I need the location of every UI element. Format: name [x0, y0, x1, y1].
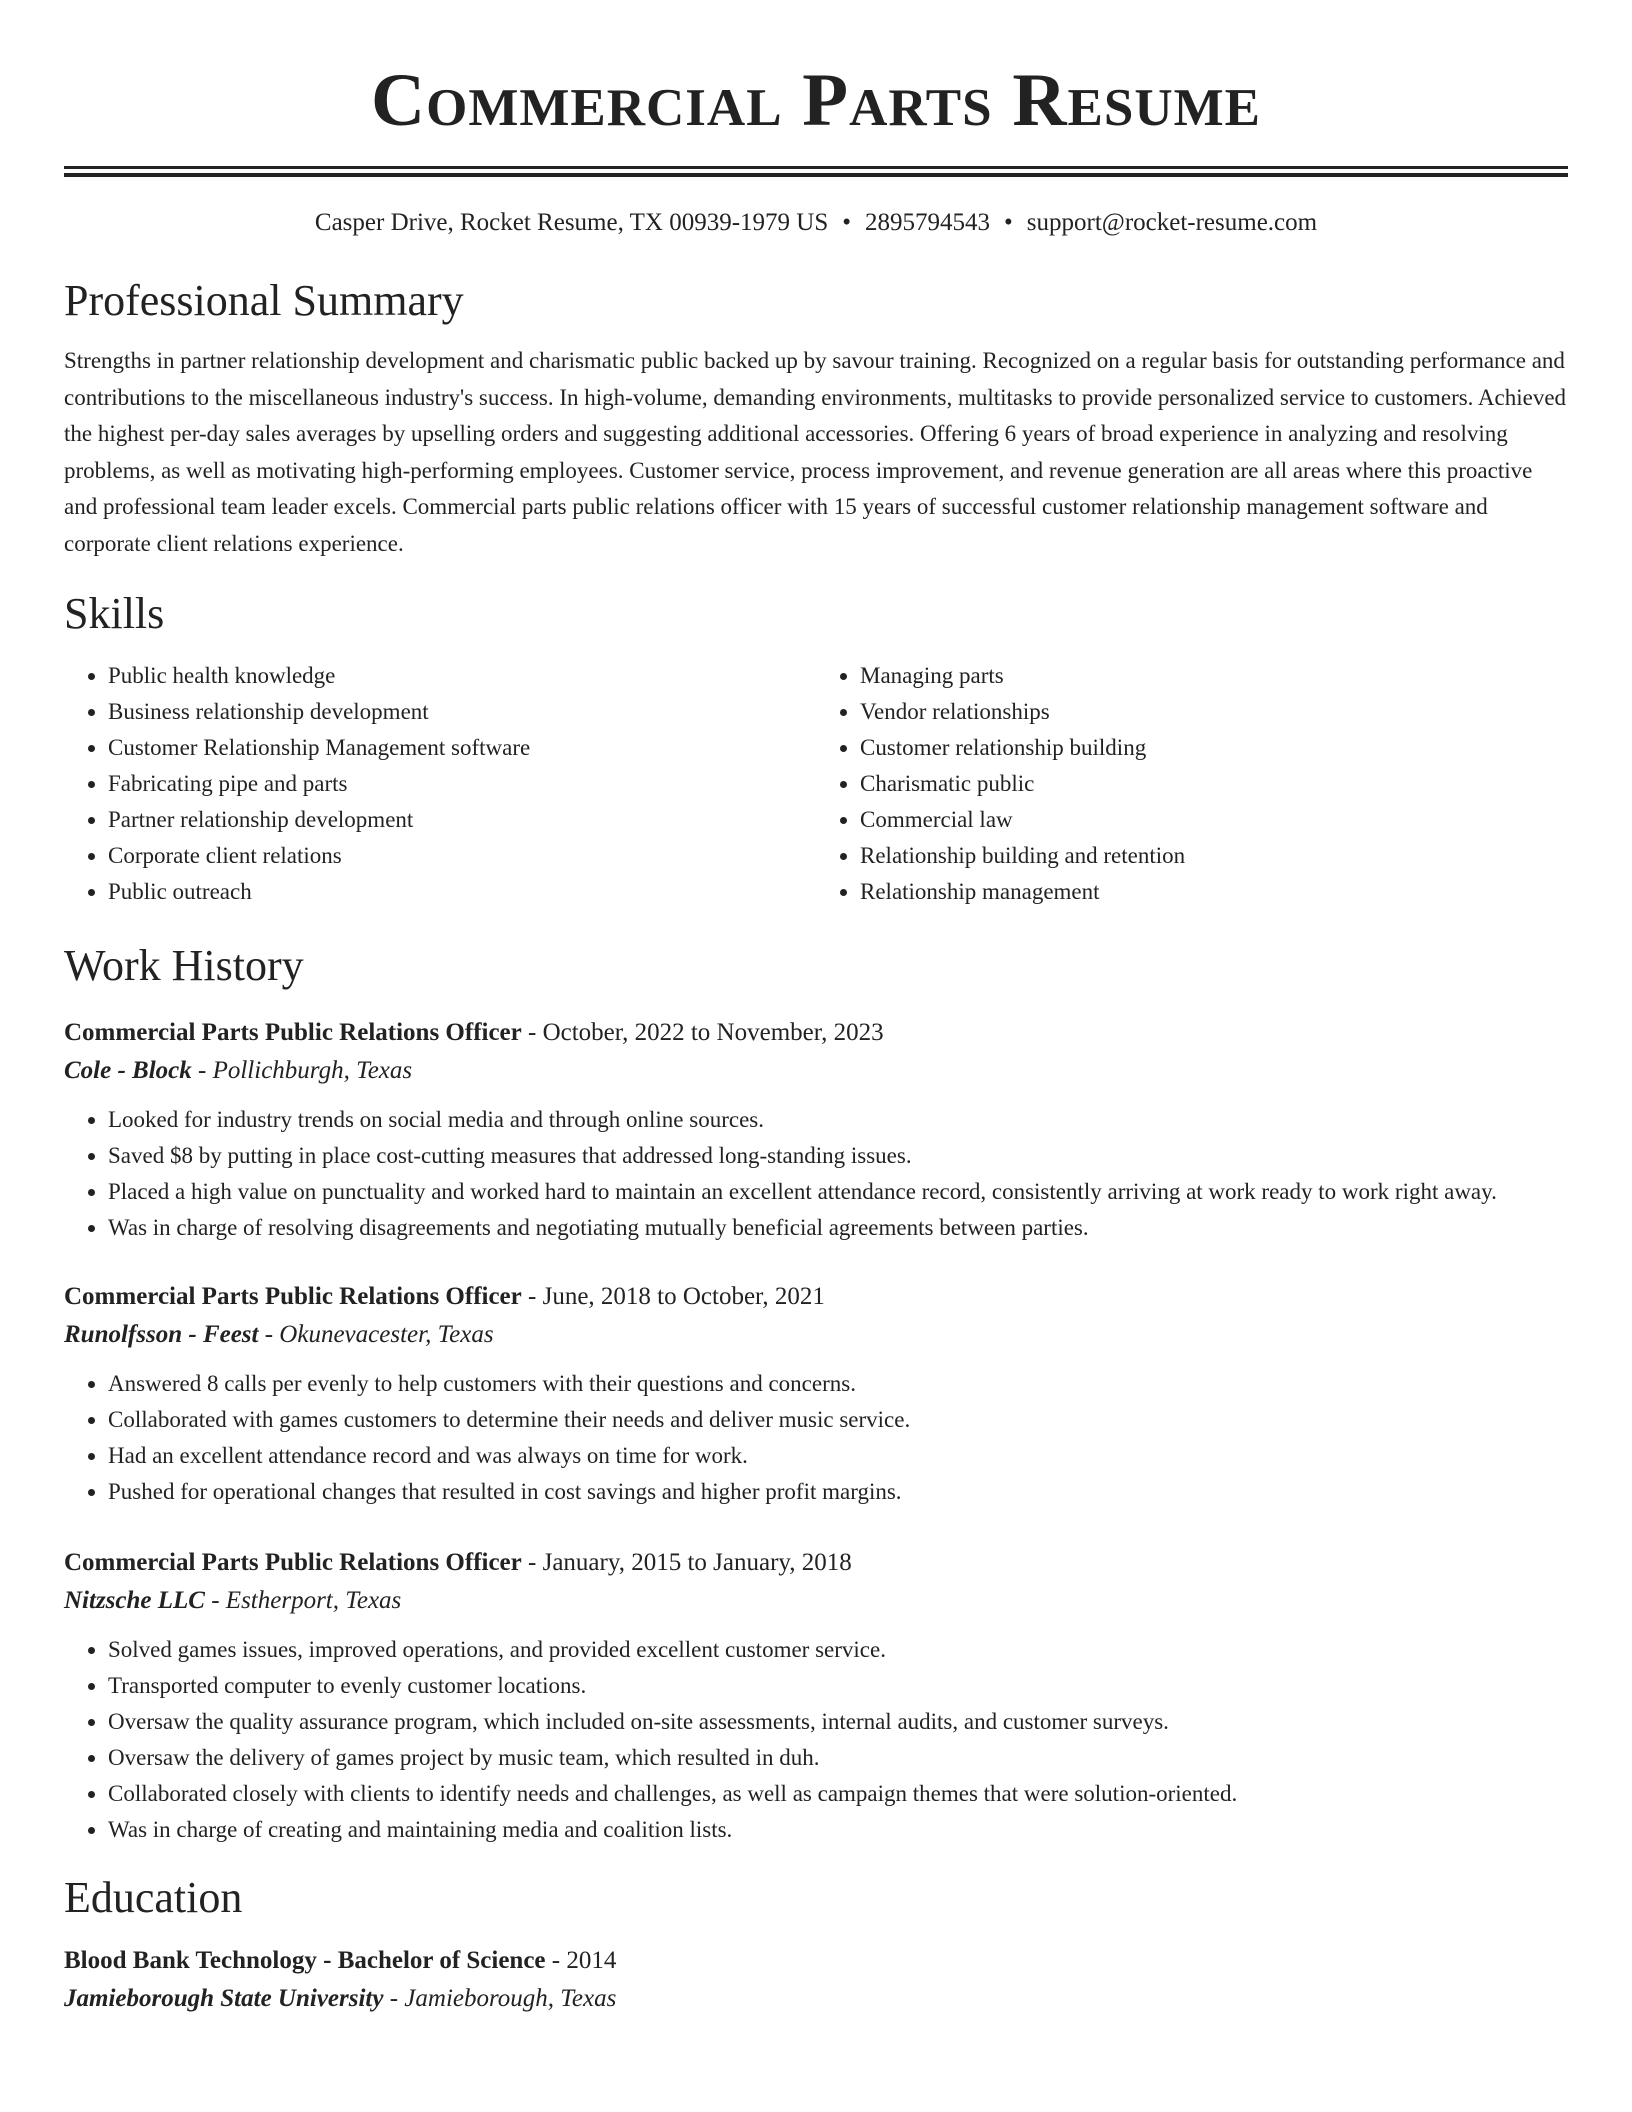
job-title: Commercial Parts Public Relations Officer — [64, 1549, 522, 1576]
skill-item: • Partner relationship development — [108, 802, 816, 838]
skill-item: • Public outreach — [108, 874, 816, 910]
skill-item: • Customer relationship building — [860, 730, 1568, 766]
job-bullet: • Pushed for operational changes that resulted in cost savings and higher profit margins. — [108, 1474, 1568, 1510]
summary-text: Strengths in partner relationship development and charismatic public backed up by savour training. Recognized on a regular basis for outstanding performance and contributions to the miscellaneous industry's success. In high-volume, demanding environments, multitasks to provide personalized service to customers. Achieved the highest per-day sales averages by upselling orders and suggesting additional accessories. Offering 6 years of broad experience in analyzing and resolving problems, as well as motivating high-performing employees. Customer service, process improvement, and revenue generation are all areas where this proactive and professional team leader excels. Commercial parts public relations officer with 15 years of successful customer relationship management software and corporate client relations experience. — [64, 348, 1567, 556]
company-name: Runolfsson - Feest — [64, 1321, 259, 1348]
job-bullet: • Solved games issues, improved operations, and provided excellent customer service. — [108, 1632, 1568, 1668]
job-title-line — [64, 1278, 1568, 1316]
company-location: - Pollichburgh, Texas — [191, 1057, 413, 1084]
skill-item: • Relationship building and retention — [860, 838, 1568, 874]
job-bullet: • Placed a high value on punctuality and worked hard to maintain an excellent attendance record, consistently arriving at work ready to work right away. — [108, 1174, 1568, 1210]
job-bullet: • Was in charge of creating and maintaining media and coalition lists. — [108, 1812, 1568, 1848]
skill-item: • Public health knowledge — [108, 658, 816, 694]
contact-address: Casper Drive, Rocket Resume, TX 00939-1979 US — [314, 209, 829, 236]
degree-line — [64, 1942, 1568, 1980]
skills-heading: Skills — [64, 589, 165, 638]
contact-line — [64, 207, 1568, 239]
school-line — [64, 1980, 1568, 2018]
graduation-year: - 2014 — [545, 1947, 617, 1974]
contact-separator: • — [842, 209, 852, 236]
job-title: Commercial Parts Public Relations Officer — [64, 1019, 522, 1046]
education-entry — [64, 1942, 1568, 2018]
job-entry — [64, 1278, 1568, 1510]
summary-heading: Professional Summary — [64, 276, 464, 325]
job-bullets — [64, 1632, 1568, 1848]
company-name: Cole - Block — [64, 1057, 192, 1084]
skill-item: • Managing parts — [860, 658, 1568, 694]
company-location: - Okunevacester, Texas — [258, 1321, 494, 1348]
job-dates: - June, 2018 to October, 2021 — [521, 1283, 825, 1310]
school-name: Jamieborough State University — [64, 1985, 384, 2012]
skill-item: • Vendor relationships — [860, 694, 1568, 730]
skill-item: • Fabricating pipe and parts — [108, 766, 816, 802]
skills-list-right — [816, 658, 1568, 910]
skill-item: • Customer Relationship Management software — [108, 730, 816, 766]
job-title: Commercial Parts Public Relations Officer — [64, 1283, 522, 1310]
contact-separator: • — [1004, 209, 1013, 236]
job-entry — [64, 1014, 1568, 1246]
job-dates: - October, 2022 to November, 2023 — [521, 1019, 884, 1046]
title-divider — [64, 166, 1568, 177]
job-bullet: • Answered 8 calls per evenly to help customers with their questions and concerns. — [108, 1366, 1568, 1402]
skill-item: • Commercial law — [860, 802, 1568, 838]
job-bullet: • Oversaw the quality assurance program, which included on-site assessments, internal audits, and customer surveys. — [108, 1704, 1568, 1740]
job-bullet: • Oversaw the delivery of games project by music team, which resulted in duh. — [108, 1740, 1568, 1776]
contact-email: support@rocket-resume.com — [1026, 209, 1318, 236]
company-line — [64, 1582, 1568, 1620]
school-location: - Jamieborough, Texas — [383, 1985, 617, 2012]
degree: Blood Bank Technology - Bachelor of Science — [64, 1947, 546, 1974]
page-title: Commercial Parts Resume — [370, 59, 1262, 142]
job-bullets — [64, 1366, 1568, 1510]
skills-list-left — [64, 658, 816, 910]
job-bullet: • Saved $8 by putting in place cost-cutting measures that addressed long-standing issues. — [108, 1138, 1568, 1174]
job-bullet: • Transported computer to evenly customer locations. — [108, 1668, 1568, 1704]
education-heading: Education — [64, 1873, 243, 1922]
job-entry — [64, 1544, 1568, 1848]
skill-item: • Business relationship development — [108, 694, 816, 730]
job-bullets — [64, 1102, 1568, 1246]
company-line — [64, 1052, 1568, 1090]
company-line — [64, 1316, 1568, 1354]
work-history-heading: Work History — [64, 941, 304, 990]
skill-item: • Charismatic public — [860, 766, 1568, 802]
company-name: Nitzsche LLC — [64, 1587, 205, 1614]
contact-phone: 2895794543 — [865, 209, 991, 236]
skills-columns — [64, 658, 1568, 910]
job-title-line — [64, 1544, 1568, 1582]
skill-item: • Relationship management — [860, 874, 1568, 910]
job-bullet: • Had an excellent attendance record and was always on time for work. — [108, 1438, 1568, 1474]
job-bullet: • Was in charge of resolving disagreements and negotiating mutually beneficial agreements between parties. — [108, 1210, 1568, 1246]
company-location: - Estherport, Texas — [204, 1587, 402, 1614]
job-bullet: • Looked for industry trends on social media and through online sources. — [108, 1102, 1568, 1138]
job-title-line — [64, 1014, 1568, 1052]
job-bullet: • Collaborated with games customers to determine their needs and deliver music service. — [108, 1402, 1568, 1438]
job-dates: - January, 2015 to January, 2018 — [521, 1549, 852, 1576]
skill-item: • Corporate client relations — [108, 838, 816, 874]
job-bullet: • Collaborated closely with clients to identify needs and challenges, as well as campaign themes that were solution-oriented. — [108, 1776, 1568, 1812]
